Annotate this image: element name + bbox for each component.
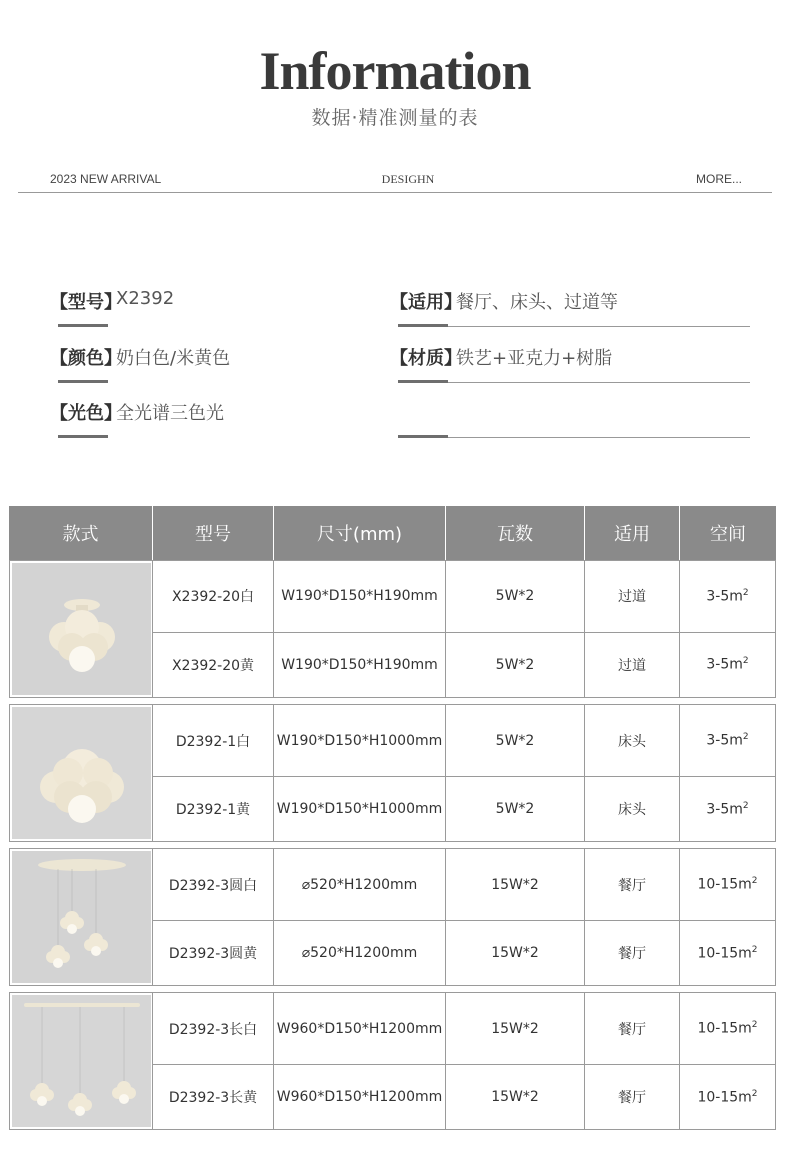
ceiling-cloud-lamp-photo [12,563,151,695]
spec-value: 奶白色/米黄色 [116,348,231,369]
table-header-row [9,506,776,560]
spec-underline-accent [58,380,108,383]
product-photo [9,848,153,986]
space-unit: 2 [751,1088,758,1099]
page-title: Information [259,41,531,101]
space-value: 3-5m [706,657,743,674]
spec-underline-accent [398,380,448,383]
table-row [9,560,776,633]
product-photo [9,560,153,698]
space-value: 10-15m [697,1089,752,1106]
space-cell [680,633,776,698]
space-value: 3-5m [706,732,743,749]
space-cell [680,1065,776,1130]
design-label: DESIGHN [381,172,435,186]
model-cell: D2392-1黄 [153,777,274,842]
wattage-cell: 5W*2 [446,560,585,633]
space-unit: 2 [751,944,758,955]
space-unit: 2 [742,587,749,598]
round-three-pendant-cloud-lamp-photo [12,851,151,983]
size-cell: W190*D150*H190mm [274,560,446,633]
size-cell: W960*D150*H1200mm [274,1065,446,1130]
space-unit: 2 [742,800,749,811]
size-cell: W960*D150*H1200mm [274,992,446,1065]
product-table [9,506,776,1130]
spec-value: X2392 [116,288,175,309]
spec-model [50,288,382,344]
header-space: 空间 [680,506,776,560]
spec-usage [390,288,750,344]
model-cell: X2392-20黄 [153,633,274,698]
single-pendant-cloud-lamp-photo [12,707,151,839]
space-value: 3-5m [706,588,743,605]
spec-value: 餐厅、床头、过道等 [456,292,618,313]
wattage-cell: 15W*2 [446,921,585,986]
size-cell: ⌀520*H1200mm [274,848,446,921]
space-cell [680,848,776,921]
usage-cell: 过道 [585,560,680,633]
spec-label: 【材质】 [390,348,462,369]
wattage-cell: 5W*2 [446,704,585,777]
space-cell [680,921,776,986]
spec-underline-accent [58,435,108,438]
space-unit: 2 [751,1020,758,1031]
space-value: 3-5m [706,801,743,818]
header-divider [18,192,772,193]
usage-cell: 床头 [585,704,680,777]
header-wattage: 瓦数 [446,506,585,560]
usage-cell: 餐厅 [585,921,680,986]
spec-label: 【光色】 [50,403,122,424]
wattage-cell: 5W*2 [446,777,585,842]
spec-light-color [50,399,382,455]
header-style: 款式 [9,506,153,560]
spec-underline [398,326,750,327]
model-cell: D2392-3长黄 [153,1065,274,1130]
header-model: 型号 [153,506,274,560]
wattage-cell: 15W*2 [446,848,585,921]
space-value: 10-15m [697,1020,752,1037]
usage-cell: 餐厅 [585,1065,680,1130]
spec-value: 铁艺+亚克力+树脂 [456,348,613,369]
product-photo [9,704,153,842]
space-cell [680,704,776,777]
space-value: 10-15m [697,876,752,893]
more-link[interactable]: MORE... [696,172,743,186]
size-cell: W190*D150*H1000mm [274,777,446,842]
spec-label: 【型号】 [50,292,122,313]
space-unit: 2 [742,656,749,667]
wattage-cell: 5W*2 [446,633,585,698]
spec-label: 【适用】 [390,292,462,313]
size-cell: W190*D150*H1000mm [274,704,446,777]
spec-underline-accent [398,324,448,327]
spec-underline-accent [398,435,448,438]
wattage-cell: 15W*2 [446,1065,585,1130]
space-unit: 2 [751,876,758,887]
table-row [9,992,776,1065]
space-value: 10-15m [697,945,752,962]
table-row [9,704,776,777]
wattage-cell: 15W*2 [446,992,585,1065]
new-arrival-label: 2023 NEW ARRIVAL [50,172,162,186]
model-cell: D2392-3圆黄 [153,921,274,986]
table-row [9,848,776,921]
spec-material [390,344,750,400]
spec-underline [398,382,750,383]
product-photo [9,992,153,1130]
space-cell [680,560,776,633]
usage-cell: 过道 [585,633,680,698]
model-cell: X2392-20白 [153,560,274,633]
model-cell: D2392-1白 [153,704,274,777]
header-usage: 适用 [585,506,680,560]
space-unit: 2 [742,732,749,743]
spec-color [50,344,382,400]
linear-three-pendant-cloud-lamp-photo [12,995,151,1127]
model-cell: D2392-3圆白 [153,848,274,921]
model-cell: D2392-3长白 [153,992,274,1065]
spec-underline [398,437,750,438]
spec-empty [390,399,750,455]
page-subtitle: 数据·精准测量的表 [311,107,479,129]
header-size: 尺寸(mm) [274,506,446,560]
size-cell: ⌀520*H1200mm [274,921,446,986]
usage-cell: 餐厅 [585,992,680,1065]
usage-cell: 床头 [585,777,680,842]
spec-underline-accent [58,324,108,327]
size-cell: W190*D150*H190mm [274,633,446,698]
spec-label: 【颜色】 [50,348,122,369]
usage-cell: 餐厅 [585,848,680,921]
spec-value: 全光谱三色光 [116,403,224,424]
space-cell [680,992,776,1065]
space-cell [680,777,776,842]
